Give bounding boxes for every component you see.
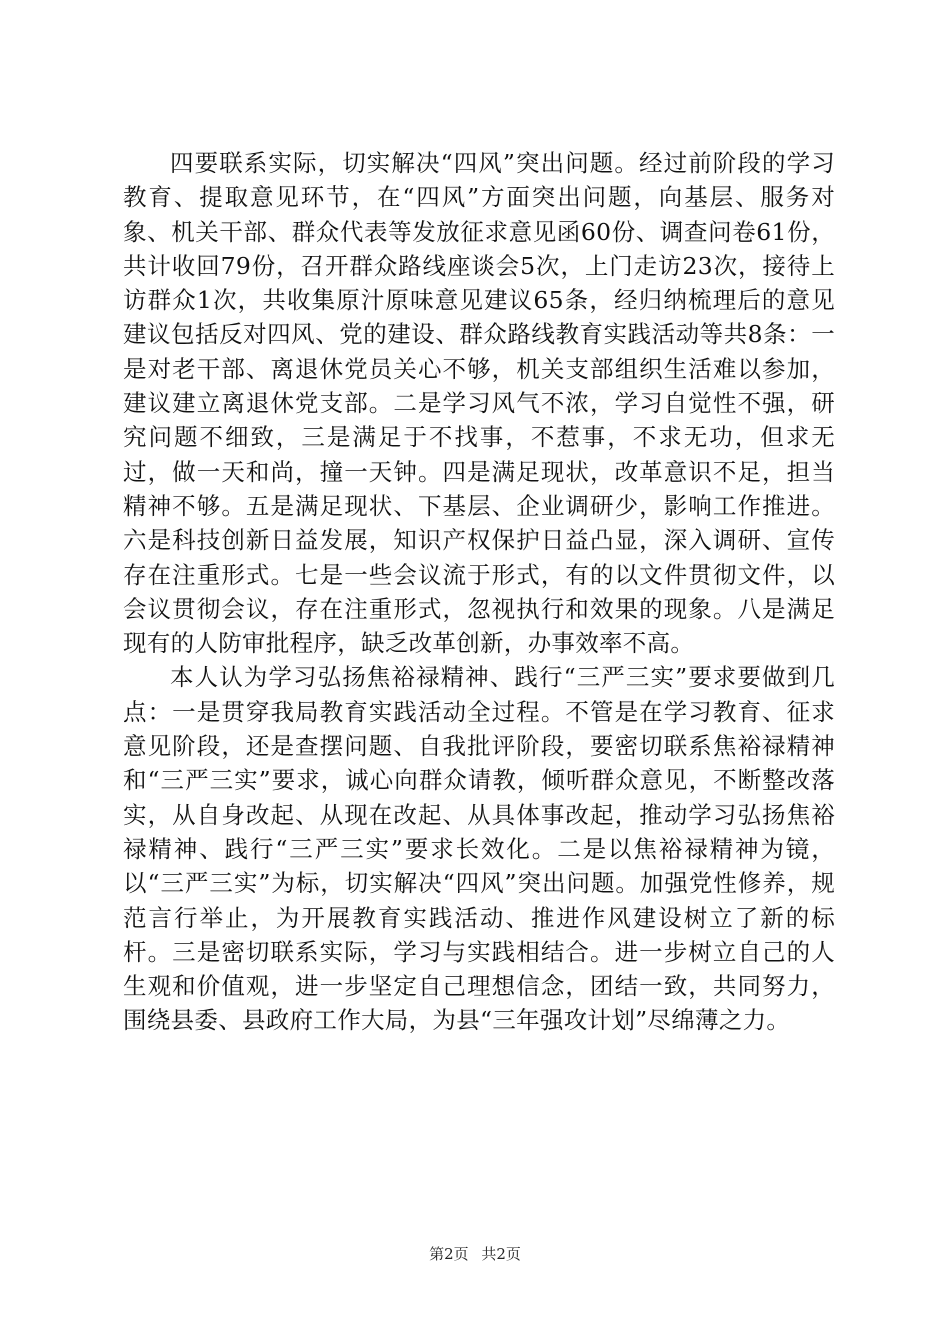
page-footer [0, 1244, 950, 1264]
paragraph-four-winds: 四要联系实际，切实解决“四风”突出问题。经过前阶段的学习教育、提取意见环节，在“四风”方面突出问题，向基层、服务对象、机关干部、群众代表等发放征求意见函60份、调查问卷61份，共计收回79份，召开群众路线座谈会5次，上门走访23次，接待上访群众1次，共收集原汁原味意见建议65条，经归纳梳理后的意见建议包括反对四风、党的建设、群众路线教育实践活动等共8条：一是对老干部、离退休党员关心不够，机关支部组织生活难以参加，建议建立离退休党支部。二是学习风气不浓，学习自觉性不强，研究问题不细致，三是满足于不找事，不惹事，不求无功，但求无过，做一天和尚，撞一天钟。四是满足现状，改革意识不足，担当精神不够。五是满足现状、下基层、企业调研少，影响工作推进。六是科技创新日益发展，知识产权保护日益凸显，深入调研、宣传存在注重形式。七是一些会议流于形式，有的以文件贯彻文件，以会议贯彻会议，存在注重形式，忽视执行和效果的现象。八是满足现有的人防审批程序，缺乏改革创新，办事效率不高。 [123, 149, 835, 658]
paragraph-personal-view: 本人认为学习弘扬焦裕禄精神、践行“三严三实”要求要做到几点：一是贯穿我局教育实践活动全过程。不管是在学习教育、征求意见阶段，还是查摆问题、自我批评阶段，要密切联系焦裕禄精神和“三严三实”要求，诚心向群众请教，倾听群众意见，不断整改落实，从自身改起、从现在改起、从具体事改起，推动学习弘扬焦裕禄精神、践行“三严三实”要求长效化。二是以焦裕禄精神为镜，以“三严三实”为标，切实解决“四风”突出问题。加强党性修养，规范言行举止，为开展教育实践活动、推进作风建设树立了新的标杆。三是密切联系实际，学习与实践相结合。进一步树立自己的人生观和价值观，进一步坚定自己理想信念，团结一致，共同努力，围绕县委、县政府工作大局，为县“三年强攻计划”尽绵薄之力。 [123, 663, 835, 1035]
document-body [123, 146, 835, 1038]
page-number: 第2页 [429, 1245, 469, 1263]
page-total: 共2页 [481, 1245, 521, 1263]
